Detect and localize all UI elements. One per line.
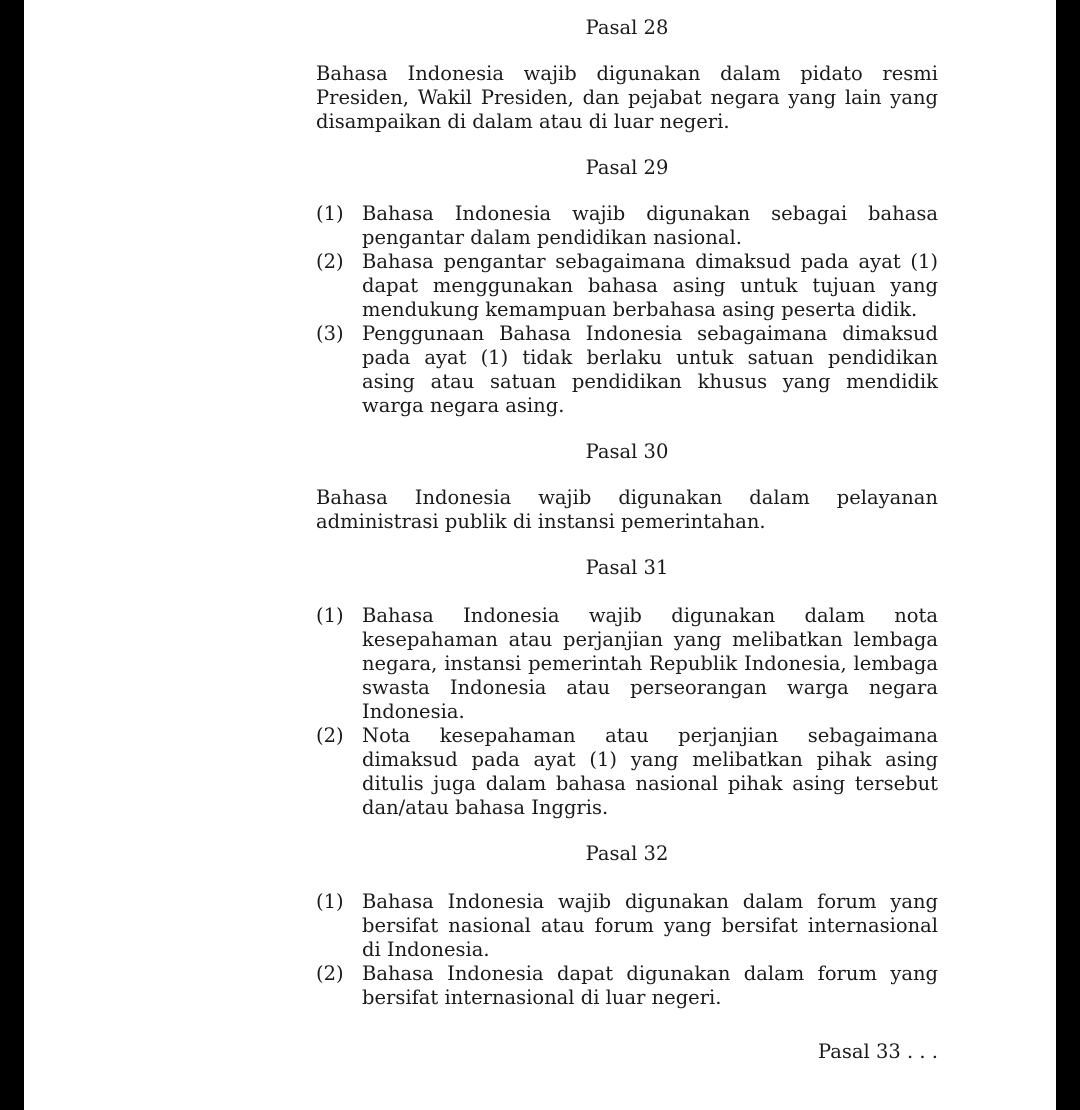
- item-number: (2): [316, 962, 344, 985]
- document-page: [24, 0, 1056, 1110]
- document-content: [316, 14, 938, 1064]
- item-number: (1): [316, 202, 344, 225]
- pasal-30-heading: Pasal 30: [585, 440, 669, 463]
- item-number: (2): [316, 724, 344, 747]
- item-number: (1): [316, 604, 344, 627]
- pasal-31-list: [316, 604, 938, 820]
- item-text: Bahasa Indonesia wajib digunakan dalam forum yang bersifat nasional atau forum yang bersifat internasional di Indonesia.: [362, 890, 938, 961]
- item-text: Bahasa Indonesia dapat digunakan dalam forum yang bersifat internasional di luar negeri.: [362, 962, 938, 1009]
- pasal-29-list: [316, 202, 938, 418]
- item-text: Penggunaan Bahasa Indonesia sebagaimana dimaksud pada ayat (1) tidak berlaku untuk satuan pendidikan asing atau satuan pendidikan khusus yang mendidik warga negara asing.: [362, 322, 938, 417]
- list-item: [316, 724, 938, 820]
- item-text: Bahasa Indonesia wajib digunakan sebagai bahasa pengantar dalam pendidikan nasional.: [362, 202, 938, 249]
- item-number: (2): [316, 250, 344, 273]
- list-item: [316, 604, 938, 724]
- continued-marker: Pasal 33 . . .: [818, 1040, 938, 1063]
- item-text: Bahasa Indonesia wajib digunakan dalam nota kesepahaman atau perjanjian yang melibatkan lembaga negara, instansi pemerintah Republik Indonesia, lembaga swasta Indonesia atau perseorangan warga negara Indonesia.: [362, 604, 938, 723]
- item-text: Nota kesepahaman atau perjanjian sebagaimana dimaksud pada ayat (1) yang melibatkan pihak asing ditulis juga dalam bahasa nasional pihak asing tersebut dan/atau bahasa Inggris.: [362, 724, 938, 819]
- item-number: (1): [316, 890, 344, 913]
- pasal-28-paragraph: Bahasa Indonesia wajib digunakan dalam pidato resmi Presiden, Wakil Presiden, dan pejabat negara yang lain yang disampaikan di dalam atau di luar negeri.: [316, 62, 938, 133]
- pasal-32-list: [316, 890, 938, 1010]
- pasal-29-heading: Pasal 29: [585, 156, 669, 179]
- list-item: [316, 250, 938, 322]
- list-item: [316, 962, 938, 1010]
- list-item: [316, 890, 938, 962]
- pasal-31-heading: Pasal 31: [585, 556, 669, 579]
- list-item: [316, 322, 938, 418]
- pasal-32-heading: Pasal 32: [585, 842, 669, 865]
- pasal-30-paragraph: Bahasa Indonesia wajib digunakan dalam pelayanan administrasi publik di instansi pemerintahan.: [316, 486, 938, 533]
- item-number: (3): [316, 322, 344, 345]
- item-text: Bahasa pengantar sebagaimana dimaksud pada ayat (1) dapat menggunakan bahasa asing untuk tujuan yang mendukung kemampuan berbahasa asing peserta didik.: [362, 250, 938, 321]
- pasal-28-heading: Pasal 28: [585, 16, 669, 39]
- list-item: [316, 202, 938, 250]
